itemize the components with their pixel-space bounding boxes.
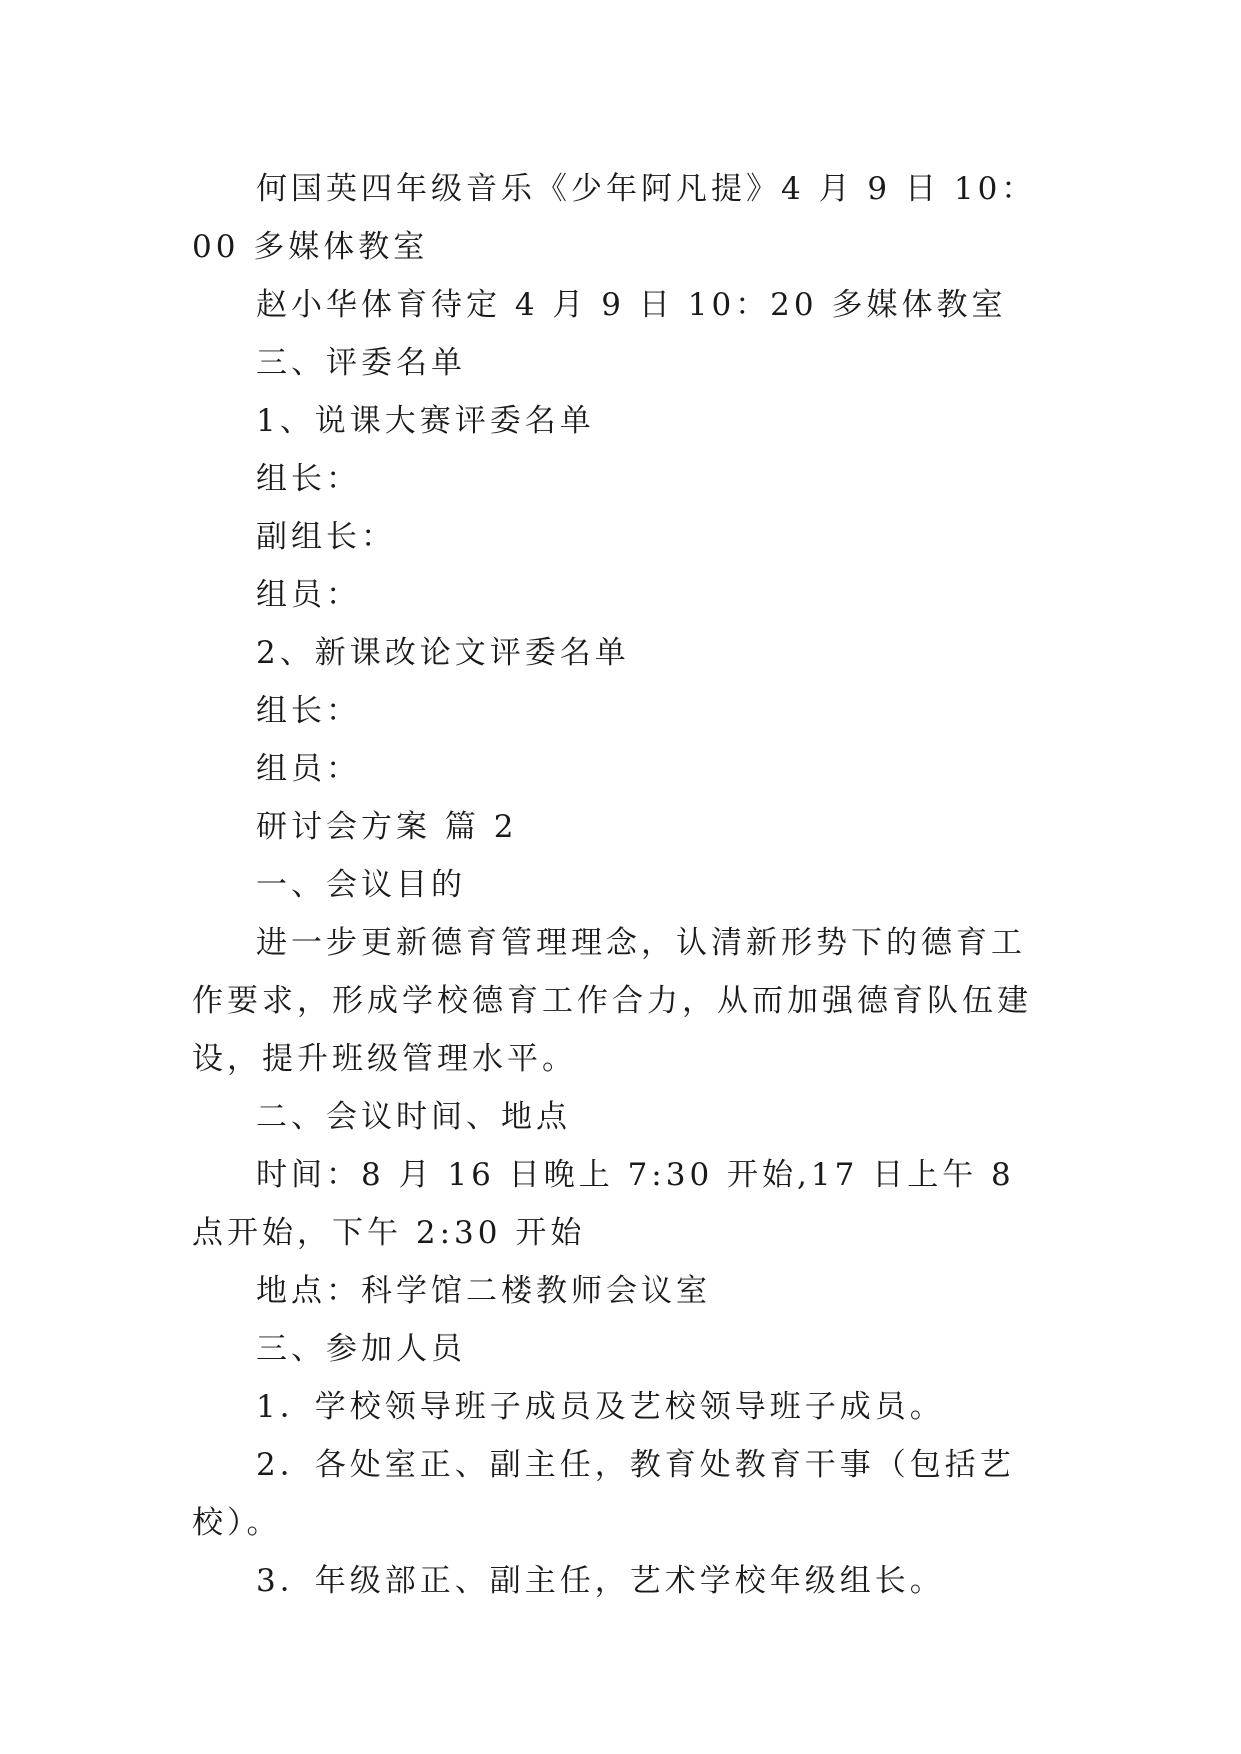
subsection-heading: 2、新课改论文评委名单 — [256, 635, 630, 671]
section-heading: 二、会议时间、地点 — [256, 1099, 571, 1135]
paragraph: 何国英四年级音乐《少年阿凡提》4 月 9 日 10：00 多媒体教室 — [192, 171, 1037, 265]
article-title: 研讨会方案 篇 2 — [256, 809, 518, 845]
paragraph: 赵小华体育待定 4 月 9 日 10：20 多媒体教室 — [256, 287, 1007, 323]
paragraph: 副组长： — [256, 519, 396, 555]
subsection-heading: 1、说课大赛评委名单 — [256, 403, 595, 439]
paragraph: 组长： — [256, 693, 361, 729]
paragraph: 组员： — [256, 751, 361, 787]
section-heading: 一、会议目的 — [256, 867, 466, 903]
section-heading: 三、评委名单 — [256, 345, 466, 381]
list-item: 2．各处室正、副主任，教育处教育干事（包括艺校）。 — [192, 1447, 1015, 1541]
paragraph: 进一步更新德育管理理念，认清新形势下的德育工作要求，形成学校德育工作合力，从而加强德育队伍建设，提升班级管理水平。 — [192, 925, 1032, 1077]
list-item: 3．年级部正、副主任，艺术学校年级组长。 — [256, 1563, 945, 1599]
list-item: 1．学校领导班子成员及艺校领导班子成员。 — [256, 1389, 945, 1425]
document-body — [192, 160, 1048, 1610]
paragraph: 组长： — [256, 461, 361, 497]
paragraph: 地点：科学馆二楼教师会议室 — [256, 1273, 711, 1309]
paragraph: 组员： — [256, 577, 361, 613]
paragraph: 时间：8 月 16 日晚上 7:30 开始,17 日上午 8 点开始，下午 2:30 开始 — [192, 1157, 1015, 1251]
section-heading: 三、参加人员 — [256, 1331, 466, 1367]
